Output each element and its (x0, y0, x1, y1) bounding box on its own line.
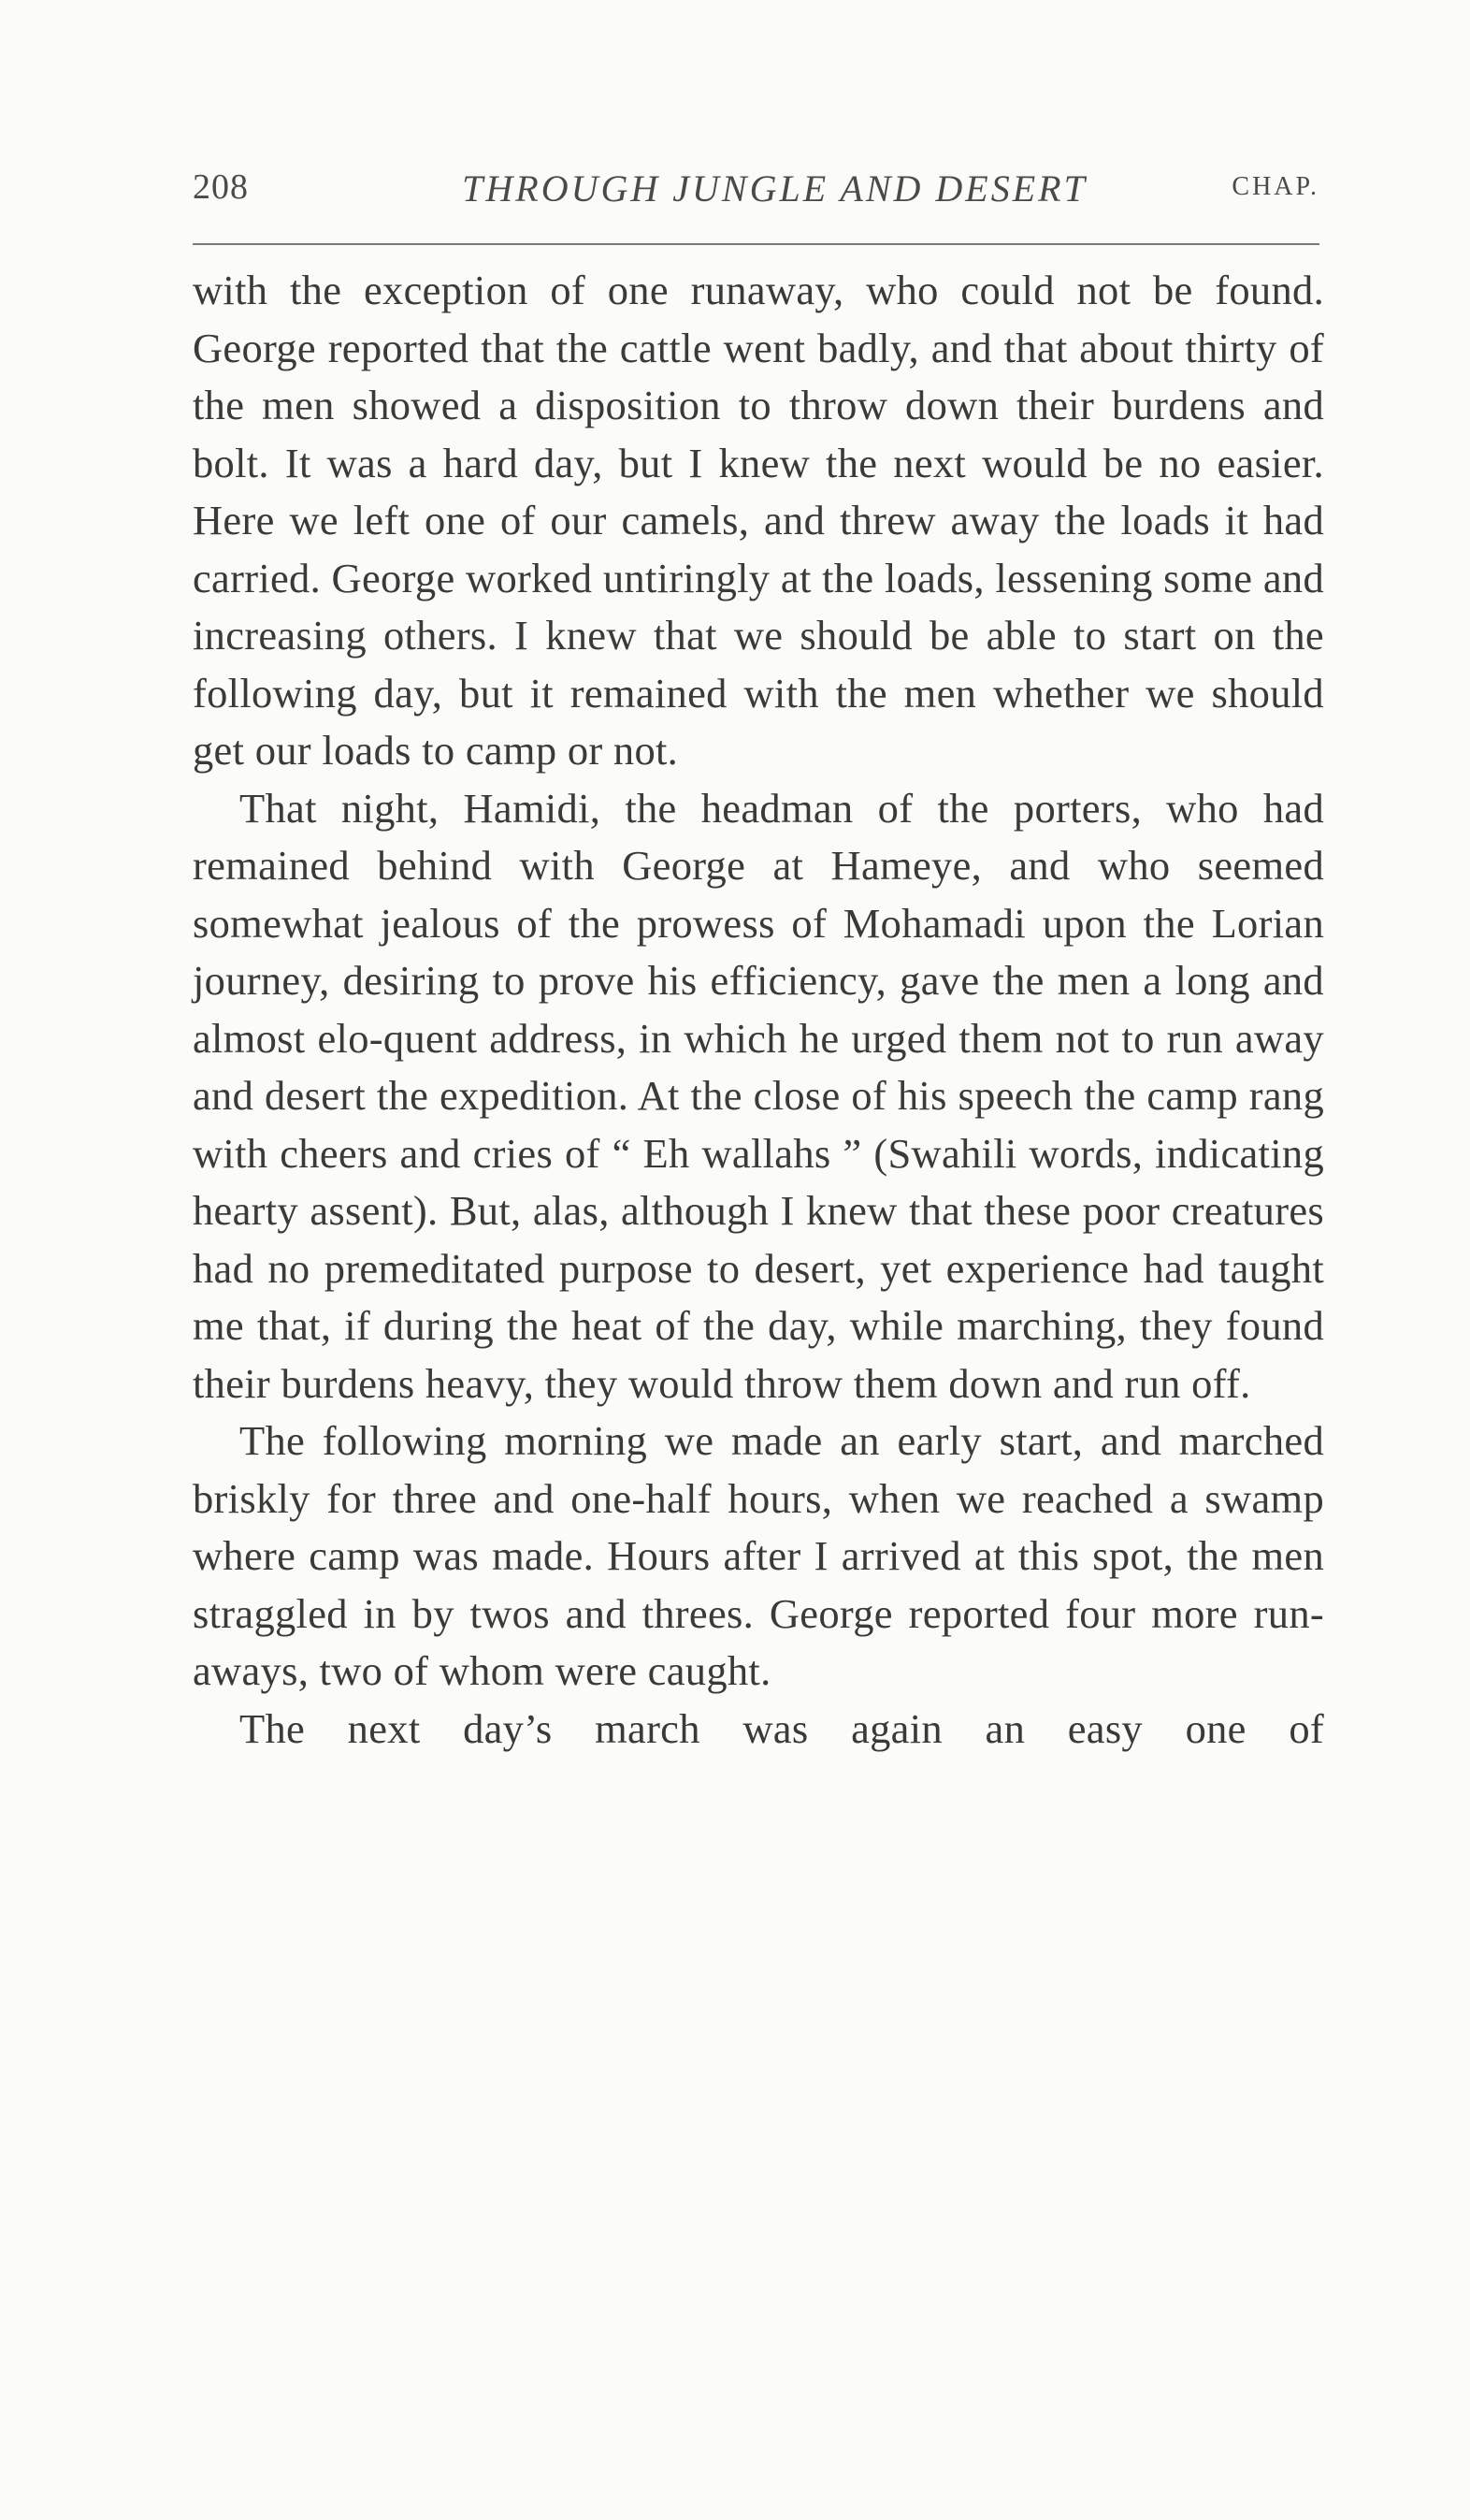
paragraph-4: The next day’s march was again an easy one of (239, 1704, 1324, 1752)
page-number: 208 (193, 167, 249, 207)
chapter-label: CHAP. (1232, 172, 1319, 201)
paragraph-3: The following morning we made an early start, and marched briskly for three and one-half hours, when we reached a swamp where camp was made. Hours after I arrived at this spot, the men straggled in by twos and threes. George reported four more run-aways, two of whom were caught. (193, 1417, 1324, 1694)
paragraph-1: with the exception of one runaway, who could not be found. George reported that the cattle went badly, and that about thirty of the men showed a disposition to throw down their burdens and bolt. It was a hard day, but I knew the next would be no easier. Here we left one of our camels, and threw away the loads it had carried. George worked untiringly at the loads, lessening some and increasing others. I knew that we should be able to start on the following day, but it remained with the men whether we should get our loads to camp or not. (193, 267, 1324, 774)
header-rule (193, 243, 1319, 245)
page-header (193, 167, 1319, 223)
paragraph-2: That night, Hamidi, the headman of the porters, who had remained behind with George at Hameye, and who seemed somewhat jealous of the prowess of Mohamadi upon the Lorian journey, desiring to prove his efficiency, gave the men a long and almost elo-quent address, in which he urged them not to run away and desert the expedition. At the close of his speech the camp rang with cheers and cries of “ Eh wallahs ” (Swahili words, indicating hearty assent). But, alas, although I knew that these poor creatures had no premeditated purpose to desert, yet experience had taught me that, if during the heat of the day, while marching, they found their burdens heavy, they would throw them down and run off. (193, 784, 1324, 1407)
running-title: THROUGH JUNGLE AND DESERT (462, 167, 1088, 210)
body-text (193, 262, 1324, 1758)
